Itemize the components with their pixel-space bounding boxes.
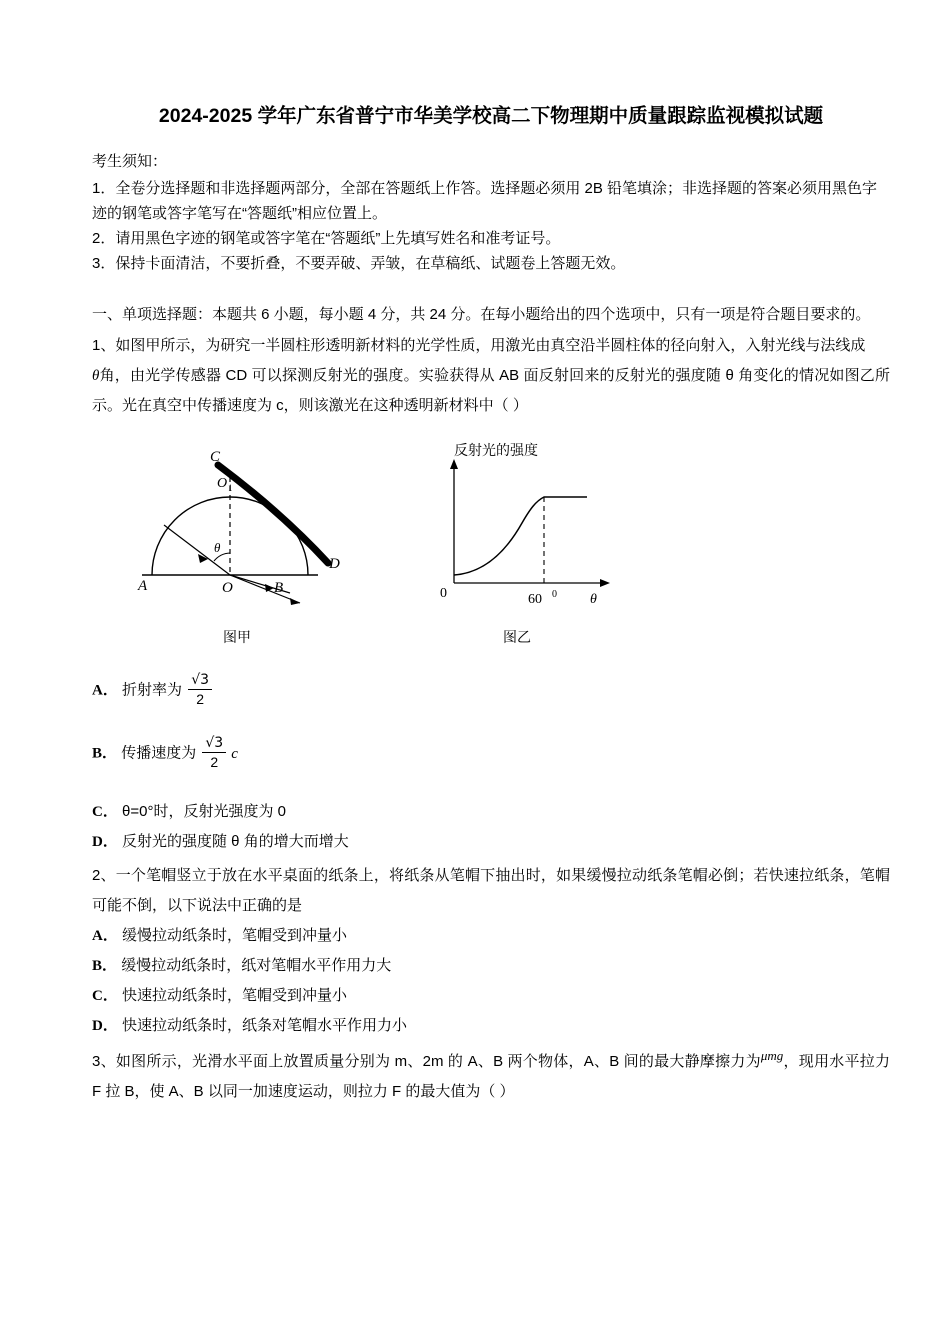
svg-text:D: D [329,556,340,572]
question-1-option-c [92,797,890,827]
question-1-stem [92,331,890,361]
question-1-number: 1、 [92,337,116,354]
figure-yi-caption: 图乙 [503,629,531,645]
half-cylinder-diagram-svg [122,435,392,620]
svg-text:θ: θ [214,540,221,555]
notice-line-1: 1．全卷分选择题和非选择题两部分，全部在答题纸上作答。选择题必须用 2B 铅笔填涂；非选择题的答案必须用黑色字迹的钢笔或答字笔写在“答题纸”相应位置上。 [92,180,878,222]
page-title: 2024-2025 学年广东省普宁市华美学校高二下物理期中质量跟踪监视模拟试题 [158,105,824,127]
option-b-text: 传播速度为 [121,744,197,762]
option-d-text: 反射光的强度随 θ 角的增大而增大 [122,833,349,851]
svg-text:C: C [210,449,221,465]
svg-text:A: A [138,578,148,594]
question-2-option-a [92,921,890,951]
svg-text:O: O [222,580,233,596]
figure-jia [122,435,392,647]
notice-line-3: 3．保持卡面清洁，不要折叠，不要弄破、弄皱，在草稿纸、试题卷上答题无效。 [92,255,626,272]
option-c-label: C． [92,988,118,1005]
option-c-text: θ=0°时，反射光强度为 0 [122,803,286,821]
exam-notice [92,150,890,276]
svg-text:O: O [217,476,228,491]
svg-text:0: 0 [552,589,557,600]
question-3-stem-part1: 如图所示，光滑水平面上放置质量分别为 m、2m 的 A、B 两个物体，A、B 间的最大静摩擦力为 [115,1053,761,1071]
svg-text:反射光的强度: 反射光的强度 [454,442,538,458]
question-2-option-b [92,951,890,981]
option-a-label: A． [92,682,118,699]
option-a-label: A． [92,928,118,945]
question-2-stem-text: 一个笔帽竖立于放在水平桌面的纸条上，将纸条从笔帽下抽出时，如果缓慢拉动纸条笔帽必倒；若快速拉纸条，笔帽可能不倒，以下说法中正确的是 [92,867,890,915]
option-d-label: D． [92,1018,118,1035]
option-c-label: C． [92,804,118,821]
option-b-variable: c [231,745,238,762]
question-3-number: 3、 [92,1053,116,1071]
question-2-number: 2、 [92,867,116,885]
option-d-label: D． [92,834,118,851]
question-1-option-b [92,736,890,771]
figure-yi [412,435,652,647]
notice-heading: 考生须知： [92,153,168,170]
question-3-stem [92,1041,890,1107]
question-1-figure [92,435,890,647]
question-2-option-d [92,1011,890,1041]
question-1 [92,331,890,857]
option-a-text: 折射率为 [122,681,183,699]
svg-text:60: 60 [528,592,542,607]
option-c-text: 快速拉动纸条时，笔帽受到冲量小 [122,987,348,1005]
question-1-option-a [92,673,890,708]
option-b-text: 缓慢拉动纸条时，纸对笔帽水平作用力大 [121,957,392,975]
option-d-text: 快速拉动纸条时，纸条对笔帽水平作用力小 [122,1017,408,1035]
question-2 [92,861,890,1041]
question-3-math: μmg [760,1048,784,1064]
svg-text:0: 0 [440,586,447,601]
svg-text:B: B [274,580,284,596]
notice-line-2: 2．请用黑色字迹的钢笔或答字笔在“答题纸”上先填写姓名和准考证号。 [92,230,561,247]
option-b-fraction: $\frac{√3}{2}$ [202,735,226,770]
svg-text:1: 1 [228,483,233,493]
option-a-fraction: $\frac{√3}{2}$ [188,672,212,707]
question-1-stem-part2: 角，由光学传感器 CD 可以探测反射光的强度。实验获得从 AB 面反射回来的反射光的强度随 θ 角变化的情况如图乙所示。光在真空中传播速度为 c，则该激光在这种透明新材料中（ ） [92,367,890,414]
intensity-curve-chart-svg [412,435,652,620]
figure-jia-caption: 图甲 [223,629,251,645]
option-b-label: B． [92,958,118,975]
option-b-label: B． [92,745,118,762]
question-1-stem-cont [92,361,890,421]
question-1-option-d [92,827,890,857]
question-2-stem [92,861,890,921]
question-2-option-c [92,981,890,1011]
theta-symbol: θ [92,368,100,384]
question-1-stem-part1: 如图甲所示，为研究一半圆柱形透明新材料的光学性质，用激光由真空沿半圆柱体的径向射入，入射光线与法线成 [115,337,866,354]
question-3-stem-part2: ，现用水平拉力 F 拉 B，使 A、B 以同一加速度运动，则拉力 F 的最大值为（ ） [92,1053,890,1101]
svg-text:θ: θ [590,592,597,607]
question-3 [92,1041,890,1107]
option-a-text: 缓慢拉动纸条时，笔帽受到冲量小 [122,927,348,945]
section-heading: 一、单项选择题：本题共 6 小题，每小题 4 分，共 24 分。在每小题给出的四个选项中，只有一项是符合题目要求的。 [92,306,871,323]
